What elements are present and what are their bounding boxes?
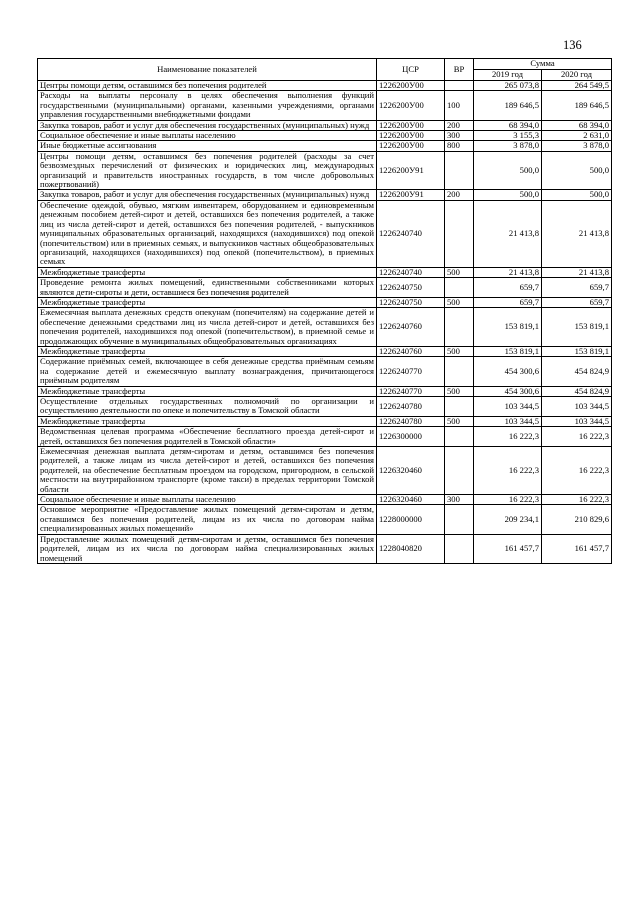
row-sum-2019: 209 234,1 [474, 505, 542, 534]
row-csr: 1226200У00 [377, 91, 445, 120]
table-row [38, 386, 612, 396]
table-row [38, 91, 612, 120]
row-sum-2019: 16 222,3 [474, 447, 542, 495]
row-csr: 1226240780 [377, 397, 445, 417]
row-vr: 100 [445, 91, 474, 120]
row-sum-2020: 16 222,3 [542, 427, 612, 447]
header-csr: ЦСР [377, 59, 445, 81]
row-vr: 300 [445, 131, 474, 141]
row-sum-2020: 103 344,5 [542, 397, 612, 417]
row-name: Предоставление жилых помещений детям-сиротам и детям, оставшимся без попечения родителей, лицам из их числа по договорам найма специализированных жилых помещений [38, 534, 377, 563]
row-name: Межбюджетные трансферты [38, 346, 377, 356]
row-sum-2019: 189 646,5 [474, 91, 542, 120]
row-name: Межбюджетные трансферты [38, 416, 377, 426]
row-csr: 1226200У00 [377, 120, 445, 130]
row-vr [445, 397, 474, 417]
row-name: Закупка товаров, работ и услуг для обеспечения государственных (муниципальных) нужд [38, 190, 377, 200]
row-sum-2019: 500,0 [474, 151, 542, 190]
row-name: Социальное обеспечение и иные выплаты населению [38, 495, 377, 505]
row-sum-2020: 659,7 [542, 278, 612, 298]
row-sum-2020: 3 878,0 [542, 141, 612, 151]
row-sum-2019: 21 413,8 [474, 267, 542, 277]
row-vr [445, 278, 474, 298]
row-csr: 1226200У00 [377, 141, 445, 151]
row-sum-2019: 103 344,5 [474, 397, 542, 417]
row-csr: 1226240770 [377, 386, 445, 396]
row-csr: 1228000000 [377, 505, 445, 534]
row-csr: 1228040820 [377, 534, 445, 563]
row-csr: 1226320460 [377, 495, 445, 505]
row-sum-2020: 16 222,3 [542, 495, 612, 505]
row-name: Закупка товаров, работ и услуг для обеспечения государственных (муниципальных) нужд [38, 120, 377, 130]
table-row [38, 357, 612, 386]
row-sum-2020: 454 824,9 [542, 357, 612, 386]
row-vr [445, 447, 474, 495]
row-name: Иные бюджетные ассигнования [38, 141, 377, 151]
row-sum-2020: 161 457,7 [542, 534, 612, 563]
table-row [38, 190, 612, 200]
row-name: Ежемесячная денежная выплата детям-сиротам и детям, оставшимся без попечения родителей, а также лицам из числа детей-сирот и детей, оставшихся без попечения родителей, на обеспечение бесплатным проездом на городском, пригородном, в сельской местности на внутрирайонном транспорте (кроме такси) в пределах территории Томской области [38, 447, 377, 495]
row-csr: 1226200У00 [377, 131, 445, 141]
row-csr: 1226240780 [377, 416, 445, 426]
row-csr: 1226320460 [377, 447, 445, 495]
header-vr: ВР [445, 59, 474, 81]
row-name: Проведение ремонта жилых помещений, единственными собственниками которых являются дети-сироты и дети, оставшиеся без попечения родителей [38, 278, 377, 298]
row-vr: 200 [445, 120, 474, 130]
row-sum-2020: 210 829,6 [542, 505, 612, 534]
table-row [38, 416, 612, 426]
row-sum-2020: 659,7 [542, 297, 612, 307]
row-vr: 300 [445, 495, 474, 505]
row-sum-2019: 454 300,6 [474, 357, 542, 386]
row-name: Центры помощи детям, оставшимся без попечения родителей [38, 81, 377, 91]
row-vr: 500 [445, 346, 474, 356]
table-row [38, 200, 612, 267]
row-csr: 1226300000 [377, 427, 445, 447]
row-sum-2019: 454 300,6 [474, 386, 542, 396]
row-sum-2019: 21 413,8 [474, 200, 542, 267]
row-vr [445, 81, 474, 91]
row-sum-2020: 153 819,1 [542, 346, 612, 356]
row-sum-2020: 103 344,5 [542, 416, 612, 426]
row-sum-2020: 153 819,1 [542, 308, 612, 347]
row-sum-2020: 500,0 [542, 151, 612, 190]
table-row [38, 278, 612, 298]
row-sum-2020: 454 824,9 [542, 386, 612, 396]
row-vr [445, 308, 474, 347]
row-csr: 1226200У91 [377, 190, 445, 200]
row-name: Социальное обеспечение и иные выплаты населению [38, 131, 377, 141]
row-sum-2020: 264 549,5 [542, 81, 612, 91]
header-name: Наименование показателей [38, 59, 377, 81]
row-vr [445, 151, 474, 190]
table-row [38, 427, 612, 447]
row-name: Основное мероприятие «Предоставление жилых помещений детям-сиротам и детям, оставшимся без попечения родителей, лицам из их числа по договорам найма специализированных жилых помещений» [38, 505, 377, 534]
row-sum-2019: 265 073,8 [474, 81, 542, 91]
row-sum-2019: 153 819,1 [474, 308, 542, 347]
row-vr: 500 [445, 386, 474, 396]
row-csr: 1226240760 [377, 346, 445, 356]
row-vr [445, 505, 474, 534]
row-name: Обеспечение одеждой, обувью, мягким инвентарем, оборудованием и единовременным денежным пособием детей-сирот и детей, оставшихся без попечения родителей, а также лиц из числа детей-сирот и детей, оставшихся без попечения родителей, - выпускников муниципальных образовательных организаций, находящихся (находившихся) под опекой (попечительством) или в приемных семьях, и выпускников частных общеобразовательных организаций, находящихся (находившихся) под опекой (попечительством), в приемных семьях [38, 200, 377, 267]
table-row [38, 397, 612, 417]
budget-table [37, 58, 612, 564]
table-row [38, 131, 612, 141]
row-vr: 500 [445, 267, 474, 277]
table-row [38, 447, 612, 495]
row-csr: 1226240770 [377, 357, 445, 386]
table-row [38, 120, 612, 130]
row-vr [445, 200, 474, 267]
table-row [38, 534, 612, 563]
header-sum: Сумма [474, 59, 612, 70]
row-sum-2019: 16 222,3 [474, 427, 542, 447]
row-sum-2019: 659,7 [474, 278, 542, 298]
row-sum-2020: 2 631,0 [542, 131, 612, 141]
row-vr [445, 427, 474, 447]
row-sum-2019: 68 394,0 [474, 120, 542, 130]
row-csr: 1226240740 [377, 200, 445, 267]
row-name: Межбюджетные трансферты [38, 267, 377, 277]
row-csr: 1226200У00 [377, 81, 445, 91]
row-name: Ежемесячная выплата денежных средств опекунам (попечителям) на содержание детей и обеспечение денежными средствами лиц из числа детей-сирот и детей, оставшихся без попечения родителей, находившихся под опекой (попечительством), в приемной семье и продолжающих обучение в муниципальных общеобразовательных организациях [38, 308, 377, 347]
row-sum-2020: 500,0 [542, 190, 612, 200]
row-sum-2020: 16 222,3 [542, 447, 612, 495]
row-name: Межбюджетные трансферты [38, 297, 377, 307]
row-vr: 500 [445, 297, 474, 307]
row-name: Ведомственная целевая программа «Обеспечение бесплатного проезда детей-сирот и детей, оставшихся без попечения родителей в Томской области» [38, 427, 377, 447]
row-sum-2020: 21 413,8 [542, 200, 612, 267]
row-sum-2019: 500,0 [474, 190, 542, 200]
row-name: Осуществление отдельных государственных полномочий по организации и осуществлению деятельности по опеке и попечительству в Томской области [38, 397, 377, 417]
table-row [38, 151, 612, 190]
row-sum-2019: 153 819,1 [474, 346, 542, 356]
row-sum-2019: 3 155,3 [474, 131, 542, 141]
table-row [38, 297, 612, 307]
table-row [38, 308, 612, 347]
row-name: Межбюджетные трансферты [38, 386, 377, 396]
row-csr: 1226240750 [377, 278, 445, 298]
row-csr: 1226240760 [377, 308, 445, 347]
row-sum-2019: 103 344,5 [474, 416, 542, 426]
row-name: Центры помощи детям, оставшимся без попечения родителей (расходы за счет безвозмездных перечислений от физических и юридических лиц, международных организаций и правительств иностранных государств, в том числе добровольных пожертвований) [38, 151, 377, 190]
row-sum-2020: 68 394,0 [542, 120, 612, 130]
row-name: Расходы на выплаты персоналу в целях обеспечения выполнения функций государственными (муниципальными) органами, казенными учреждениями, органами управления государственными внебюджетными фондами [38, 91, 377, 120]
row-vr [445, 534, 474, 563]
table-row [38, 81, 612, 91]
row-vr: 200 [445, 190, 474, 200]
table-row [38, 141, 612, 151]
row-vr [445, 357, 474, 386]
table-row [38, 346, 612, 356]
table-row [38, 267, 612, 277]
row-csr: 1226240740 [377, 267, 445, 277]
page-number: 136 [563, 38, 582, 52]
table-body [38, 81, 612, 564]
row-sum-2019: 16 222,3 [474, 495, 542, 505]
row-sum-2019: 659,7 [474, 297, 542, 307]
row-sum-2019: 3 878,0 [474, 141, 542, 151]
row-name: Содержание приёмных семей, включающее в себя денежные средства приёмным семьям на содержание детей и ежемесячную выплату вознаграждения, причитающегося приёмным родителям [38, 357, 377, 386]
header-year-2019: 2019 год [474, 70, 542, 81]
row-csr: 1226200У91 [377, 151, 445, 190]
table-row [38, 505, 612, 534]
table-row [38, 495, 612, 505]
row-sum-2020: 189 646,5 [542, 91, 612, 120]
table-header [38, 59, 612, 81]
row-sum-2019: 161 457,7 [474, 534, 542, 563]
row-vr: 800 [445, 141, 474, 151]
row-sum-2020: 21 413,8 [542, 267, 612, 277]
header-year-2020: 2020 год [542, 70, 612, 81]
row-vr: 500 [445, 416, 474, 426]
row-csr: 1226240750 [377, 297, 445, 307]
